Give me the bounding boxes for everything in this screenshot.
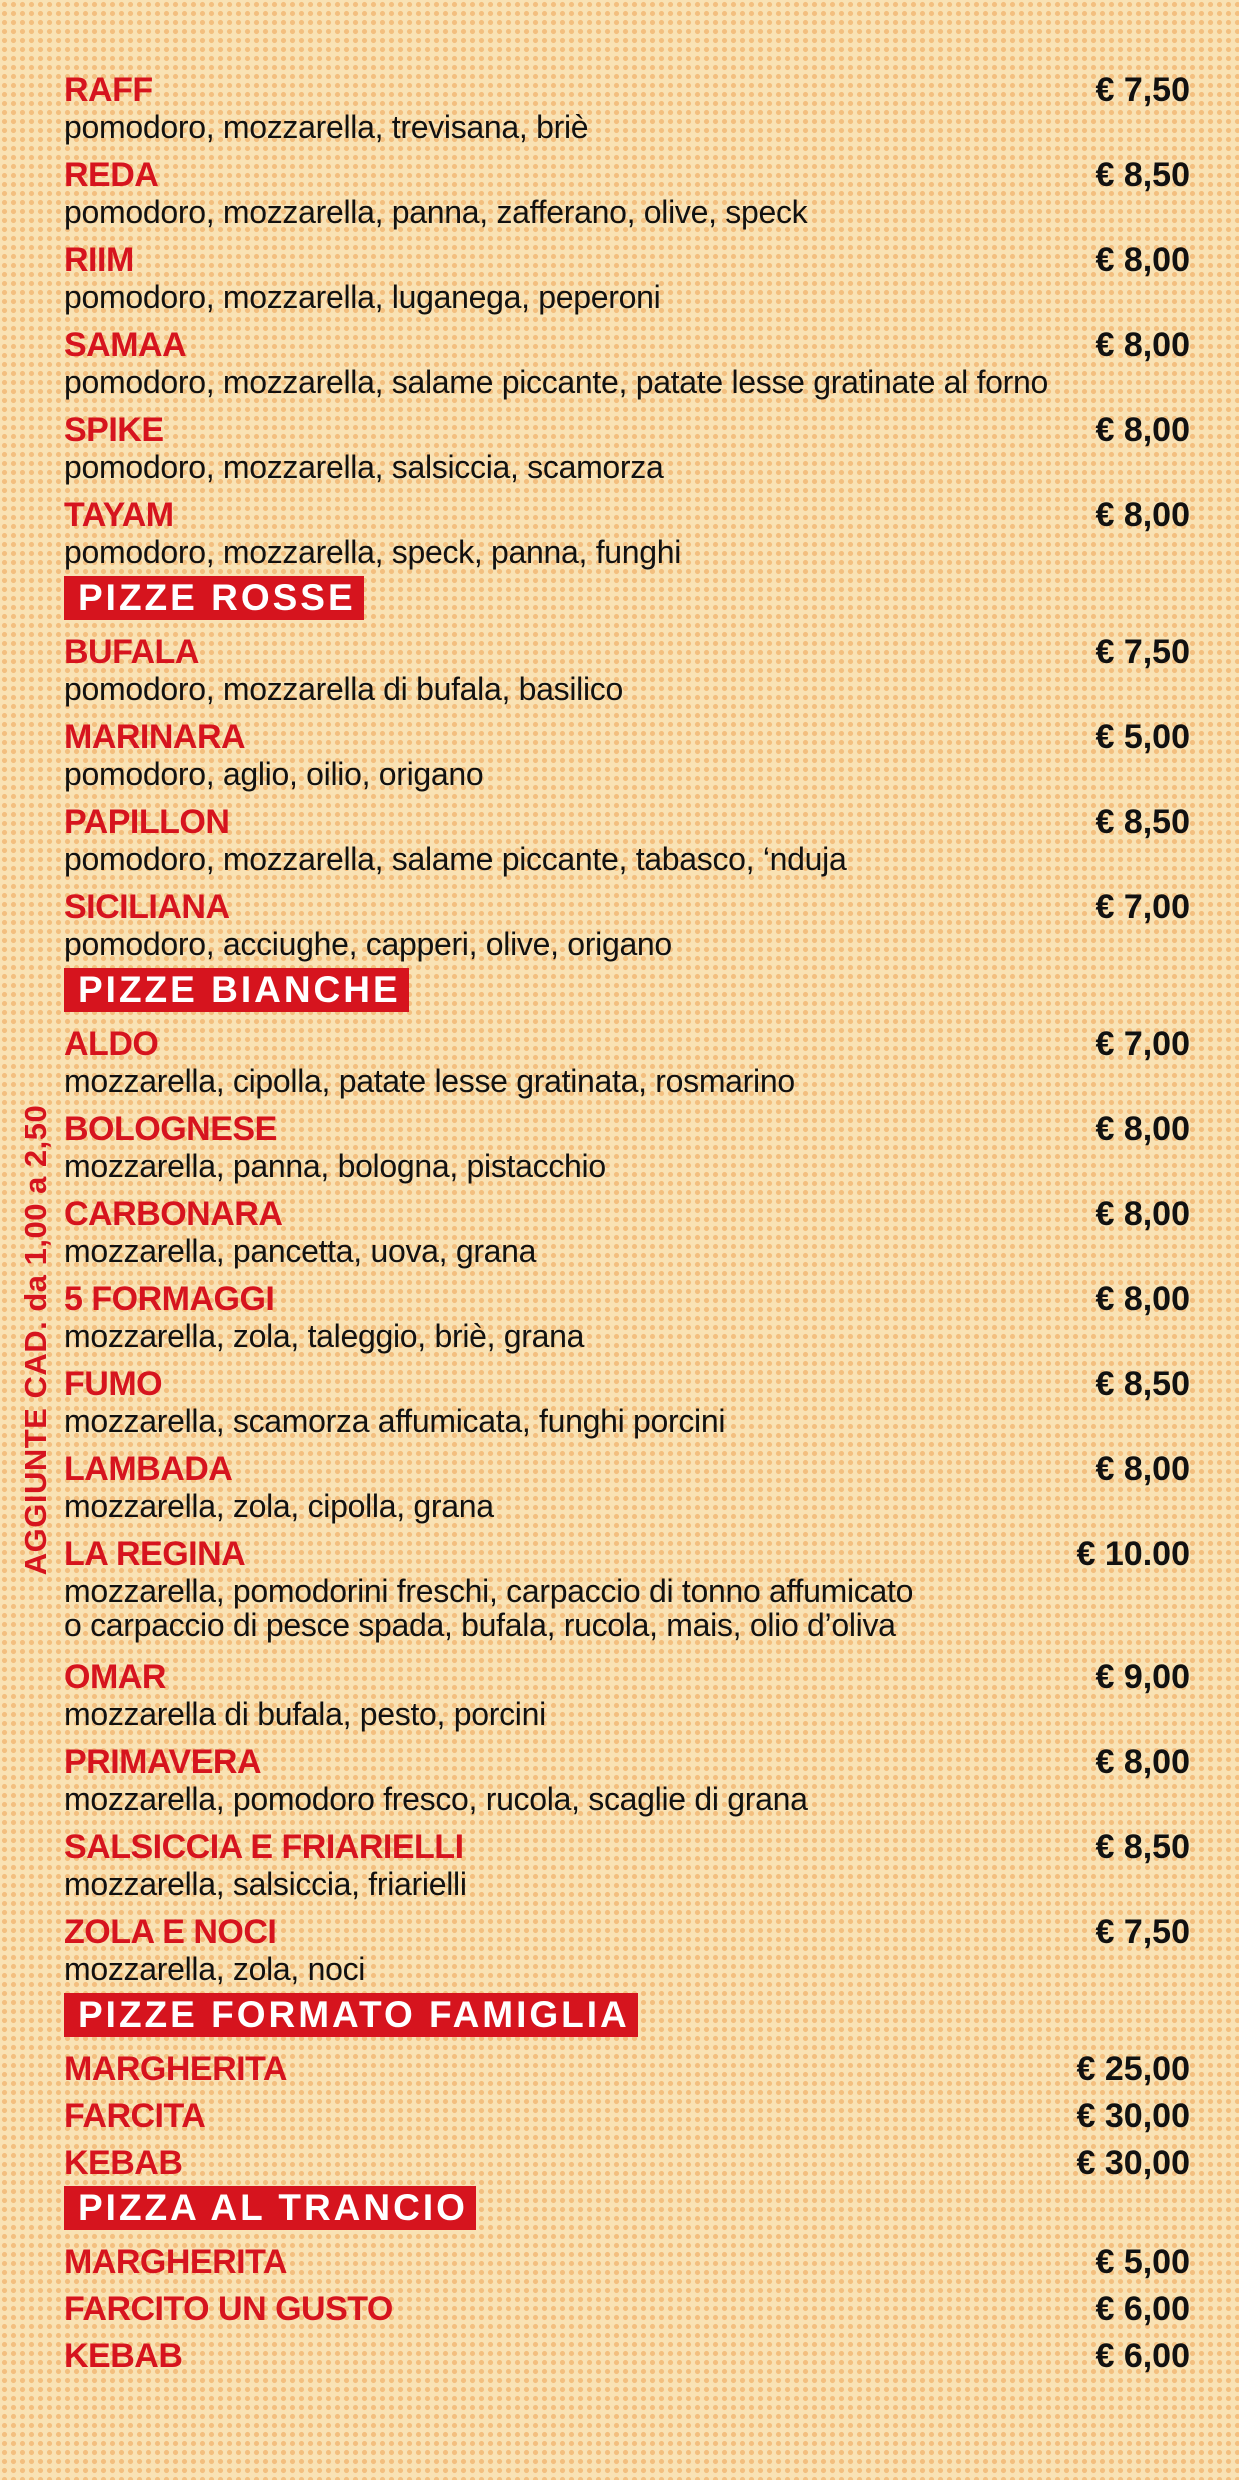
- item-price: € 7,50: [1095, 1913, 1190, 1951]
- item-price: € 8,00: [1095, 241, 1190, 279]
- item-name: RAFF: [64, 71, 153, 109]
- menu-item-farcita: [64, 2094, 1190, 2141]
- item-header: [64, 1532, 1190, 1576]
- item-description: mozzarella, pancetta, uova, grana: [64, 1233, 537, 1269]
- item-price: € 5,00: [1095, 2243, 1190, 2281]
- item-name: FARCITA: [64, 2097, 206, 2135]
- item-header: [64, 2287, 1190, 2331]
- menu-item-farcito-un-gusto: [64, 2287, 1190, 2334]
- item-price: € 30,00: [1076, 2097, 1190, 2135]
- section-pizza-al-trancio: [64, 2186, 1190, 2381]
- menu-item-bolognese: [64, 1107, 1190, 1192]
- item-description: pomodoro, mozzarella, salame piccante, tabasco, ‘nduja: [64, 841, 847, 877]
- item-description: mozzarella, salsiccia, friarielli: [64, 1866, 467, 1902]
- item-name: PRIMAVERA: [64, 1743, 261, 1781]
- item-description: mozzarella, scamorza affumicata, funghi porcini: [64, 1403, 726, 1439]
- menu-item-5-formaggi: [64, 1277, 1190, 1362]
- item-header: [64, 1362, 1190, 1406]
- menu-item-fumo: [64, 1362, 1190, 1447]
- item-price: € 7,50: [1095, 633, 1190, 671]
- item-name: 5 FORMAGGI: [64, 1280, 275, 1318]
- item-name: FARCITO UN GUSTO: [64, 2290, 393, 2328]
- item-description: mozzarella, zola, noci: [64, 1951, 366, 1987]
- item-description: mozzarella, cipolla, patate lesse gratinata, rosmarino: [64, 1063, 795, 1099]
- item-name: BOLOGNESE: [64, 1110, 277, 1148]
- item-name: PAPILLON: [64, 803, 230, 841]
- menu-item-raff: [64, 68, 1190, 153]
- item-price: € 7,50: [1095, 71, 1190, 109]
- item-header: [64, 715, 1190, 759]
- item-header: [64, 493, 1190, 537]
- item-description: pomodoro, mozzarella, luganega, peperoni: [64, 279, 661, 315]
- menu-item-salsiccia-e-friarielli: [64, 1825, 1190, 1910]
- item-description: pomodoro, mozzarella, speck, panna, funghi: [64, 534, 682, 570]
- menu-item-la-regina: [64, 1532, 1190, 1655]
- item-header: [64, 1910, 1190, 1954]
- item-header: [64, 2047, 1190, 2091]
- item-price: € 10.00: [1076, 1535, 1190, 1573]
- menu-item-bufala: [64, 630, 1190, 715]
- item-price: € 8,00: [1095, 411, 1190, 449]
- item-description: mozzarella, zola, cipolla, grana: [64, 1488, 494, 1524]
- item-name: KEBAB: [64, 2144, 183, 2182]
- menu-item-spike: [64, 408, 1190, 493]
- item-description: pomodoro, aglio, oilio, origano: [64, 756, 484, 792]
- item-header: [64, 238, 1190, 282]
- item-price: € 8,50: [1095, 803, 1190, 841]
- item-name: MARGHERITA: [64, 2050, 287, 2088]
- menu-item-siciliana: [64, 885, 1190, 970]
- item-price: € 8,00: [1095, 1195, 1190, 1233]
- item-description: pomodoro, mozzarella di bufala, basilico: [64, 671, 623, 707]
- menu-item-margherita: [64, 2240, 1190, 2287]
- item-price: € 8,00: [1095, 1110, 1190, 1148]
- section-title: PIZZE BIANCHE: [64, 968, 409, 1012]
- menu-item-papillon: [64, 800, 1190, 885]
- item-price: € 8,00: [1095, 326, 1190, 364]
- item-name: FUMO: [64, 1365, 163, 1403]
- menu-item-samaa: [64, 323, 1190, 408]
- menu-item-omar: [64, 1655, 1190, 1740]
- item-header: [64, 1655, 1190, 1699]
- menu-item-riim: [64, 238, 1190, 323]
- item-price: € 7,00: [1095, 1025, 1190, 1063]
- item-price: € 5,00: [1095, 718, 1190, 756]
- item-price: € 6,00: [1095, 2337, 1190, 2375]
- menu-list: [64, 70, 1190, 2381]
- item-name: SAMAA: [64, 326, 187, 364]
- item-name: ZOLA E NOCI: [64, 1913, 277, 1951]
- item-description: pomodoro, mozzarella, panna, zafferano, olive, speck: [64, 194, 808, 230]
- item-name: REDA: [64, 156, 159, 194]
- item-description: mozzarella, zola, taleggio, briè, grana: [64, 1318, 585, 1354]
- menu-item-margherita: [64, 2047, 1190, 2094]
- item-header: [64, 630, 1190, 674]
- menu-item-carbonara: [64, 1192, 1190, 1277]
- menu-item-lambada: [64, 1447, 1190, 1532]
- item-name: MARGHERITA: [64, 2243, 287, 2281]
- item-name: LA REGINA: [64, 1535, 246, 1573]
- item-header: [64, 2240, 1190, 2284]
- menu-item-zola-e-noci: [64, 1910, 1190, 1995]
- section-title: PIZZA AL TRANCIO: [64, 2186, 476, 2230]
- item-description: mozzarella, pomodoro fresco, rucola, scaglie di grana: [64, 1781, 808, 1817]
- section-continued: [64, 68, 1190, 578]
- item-name: RIIM: [64, 241, 134, 279]
- section-title: PIZZE ROSSE: [64, 576, 364, 620]
- item-price: € 8,00: [1095, 1280, 1190, 1318]
- item-description: o carpaccio di pesce spada, bufala, rucola, mais, olio d’oliva: [64, 1607, 896, 1643]
- item-description: pomodoro, acciughe, capperi, olive, origano: [64, 926, 672, 962]
- item-price: € 8,50: [1095, 156, 1190, 194]
- item-price: € 8,50: [1095, 1828, 1190, 1866]
- item-header: [64, 2094, 1190, 2138]
- item-header: [64, 1277, 1190, 1321]
- item-name: SICILIANA: [64, 888, 230, 926]
- item-name: ALDO: [64, 1025, 159, 1063]
- item-description: mozzarella, pomodorini freschi, carpaccio di tonno affumicato: [64, 1573, 914, 1609]
- item-header: [64, 408, 1190, 452]
- item-price: € 8,50: [1095, 1365, 1190, 1403]
- item-header: [64, 2334, 1190, 2378]
- item-name: SPIKE: [64, 411, 164, 449]
- item-description: pomodoro, mozzarella, salsiccia, scamorza: [64, 449, 664, 485]
- menu-item-primavera: [64, 1740, 1190, 1825]
- item-name: BUFALA: [64, 633, 199, 671]
- item-price: € 25,00: [1076, 2050, 1190, 2088]
- item-name: OMAR: [64, 1658, 166, 1696]
- item-header: [64, 1825, 1190, 1869]
- item-header: [64, 323, 1190, 367]
- side-note-additions: AGGIUNTE CAD. da 1,00 a 2,50: [18, 1104, 53, 1576]
- item-name: KEBAB: [64, 2337, 183, 2375]
- item-header: [64, 1192, 1190, 1236]
- item-price: € 8,00: [1095, 496, 1190, 534]
- section-pizze-bianche: [64, 968, 1190, 1995]
- item-description: mozzarella di bufala, pesto, porcini: [64, 1696, 546, 1732]
- item-description: pomodoro, mozzarella, salame piccante, patate lesse gratinate al forno: [64, 364, 1049, 400]
- item-name: MARINARA: [64, 718, 246, 756]
- item-header: [64, 1107, 1190, 1151]
- item-header: [64, 800, 1190, 844]
- item-description: pomodoro, mozzarella, trevisana, briè: [64, 109, 589, 145]
- menu-item-kebab: [64, 2141, 1190, 2188]
- item-price: € 9,00: [1095, 1658, 1190, 1696]
- item-description: mozzarella, panna, bologna, pistacchio: [64, 1148, 606, 1184]
- item-header: [64, 2141, 1190, 2185]
- menu-item-reda: [64, 153, 1190, 238]
- item-header: [64, 885, 1190, 929]
- item-header: [64, 68, 1190, 112]
- menu-item-tayam: [64, 493, 1190, 578]
- item-name: LAMBADA: [64, 1450, 233, 1488]
- menu-item-kebab: [64, 2334, 1190, 2381]
- menu-item-aldo: [64, 1022, 1190, 1107]
- item-price: € 7,00: [1095, 888, 1190, 926]
- item-price: € 30,00: [1076, 2144, 1190, 2182]
- item-price: € 8,00: [1095, 1450, 1190, 1488]
- item-header: [64, 153, 1190, 197]
- item-name: TAYAM: [64, 496, 174, 534]
- item-name: SALSICCIA E FRIARIELLI: [64, 1828, 464, 1866]
- section-pizze-formato-famiglia: [64, 1993, 1190, 2188]
- section-pizze-rosse: [64, 576, 1190, 970]
- item-header: [64, 1022, 1190, 1066]
- item-name: CARBONARA: [64, 1195, 283, 1233]
- item-price: € 6,00: [1095, 2290, 1190, 2328]
- menu-item-marinara: [64, 715, 1190, 800]
- item-header: [64, 1447, 1190, 1491]
- section-title: PIZZE FORMATO FAMIGLIA: [64, 1993, 638, 2037]
- item-price: € 8,00: [1095, 1743, 1190, 1781]
- item-header: [64, 1740, 1190, 1784]
